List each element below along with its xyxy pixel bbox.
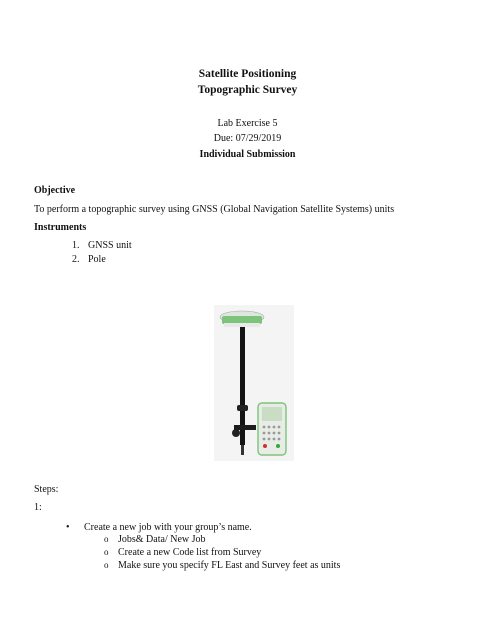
title-line-2: Topographic Survey [197,84,298,96]
list-item: 1. GNSS unit [72,240,132,251]
circle-bullet-icon: o [104,547,109,557]
title-line-1: Satellite Positioning [198,68,297,80]
steps-heading: Steps: [34,484,59,495]
sub-list [104,534,340,573]
instruments-list [72,240,132,268]
submission-type: Individual Submission [199,149,296,160]
circle-bullet-icon: o [104,560,109,570]
objective-text: To perform a topographic survey using GNSS (Global Navigation Satellite Systems) units [34,204,395,215]
bullet-item: • Create a new job with your group’s name. [66,522,252,533]
due-date: Due: 07/29/2019 [213,133,282,144]
circle-bullet-icon: o [104,534,109,544]
step-number: 1: [34,502,42,513]
bullet-icon: • [66,522,70,533]
list-item: o Create a new Code list from Survey [104,547,262,558]
list-item: o Make sure you specify FL East and Survey feet as units [104,560,341,571]
objective-heading: Objective [34,185,76,196]
instruments-heading: Instruments [34,222,87,233]
list-item: 2. Pole [72,254,106,265]
gnss-device-image [214,305,294,461]
lab-exercise: Lab Exercise 5 [217,118,278,129]
list-item: o Jobs& Data/ New Job [104,534,206,545]
